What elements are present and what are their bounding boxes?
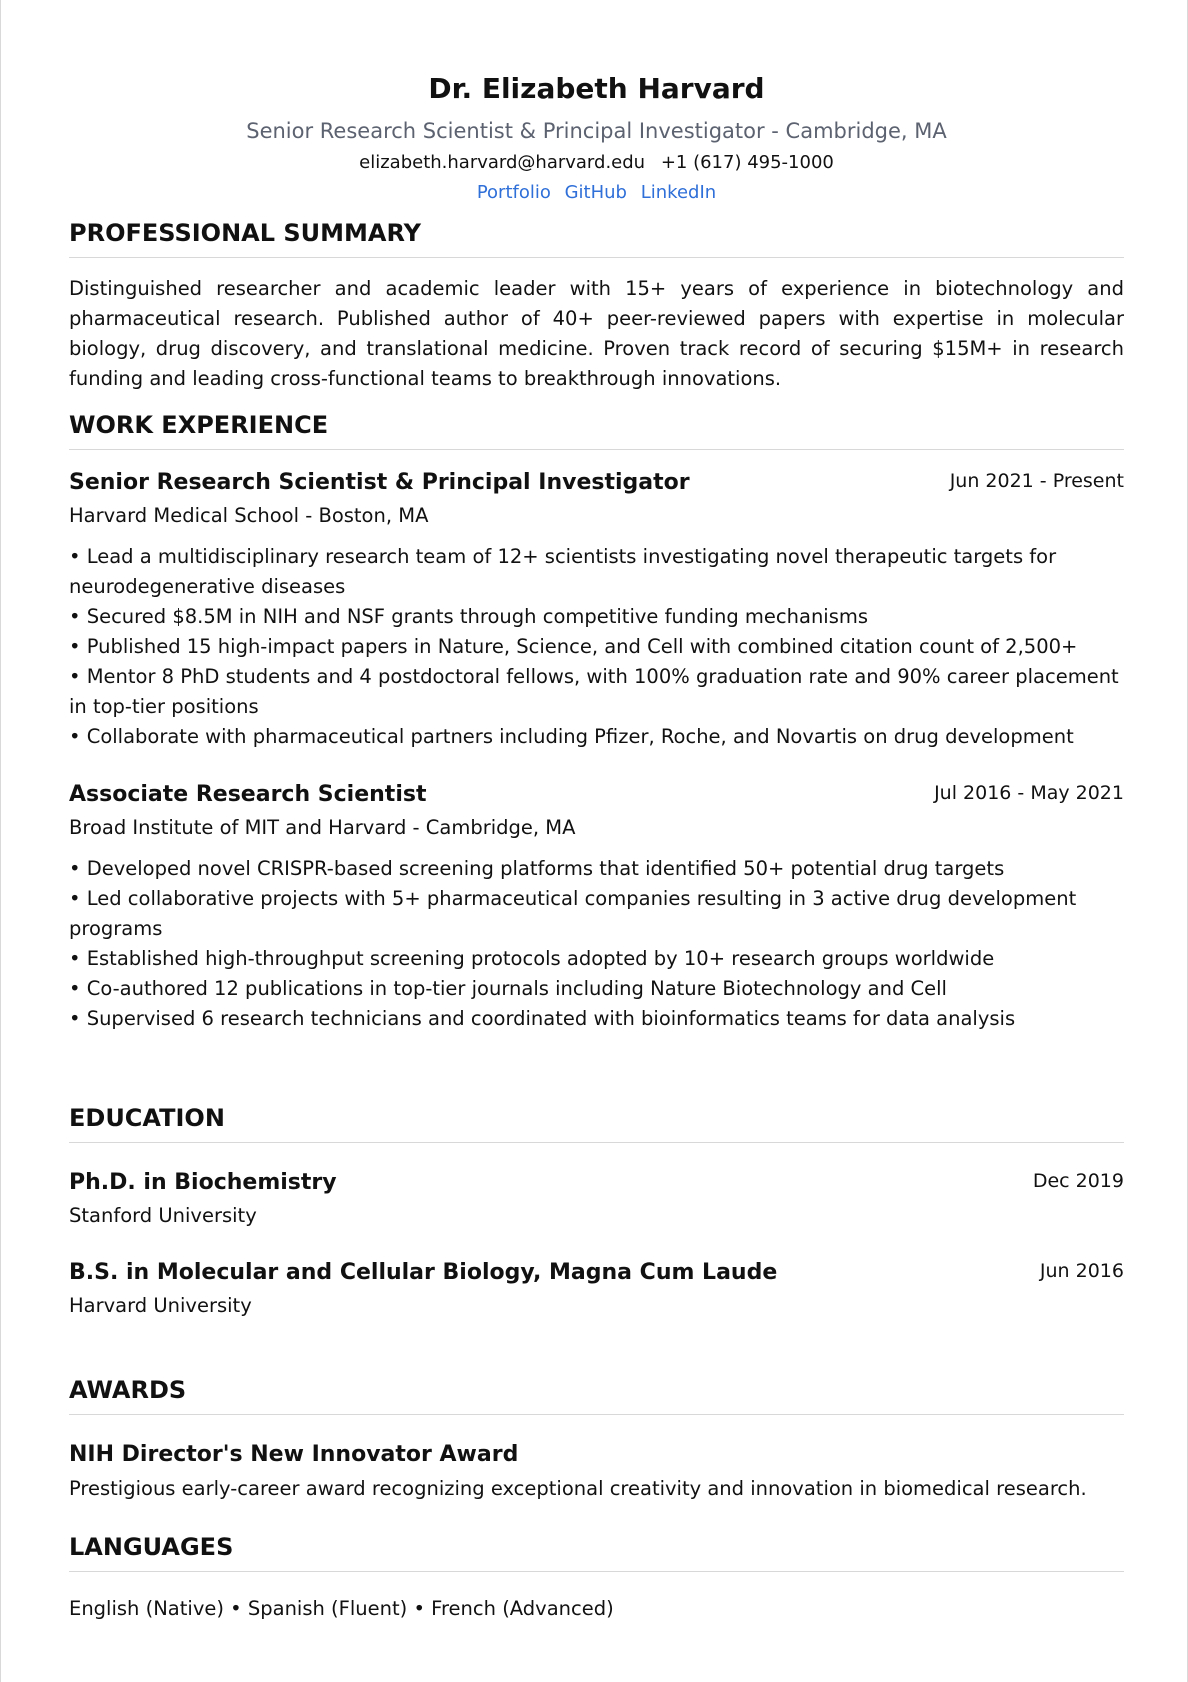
job-bullet: • Established high-throughput screening protocols adopted by 10+ research groups worldwide bbox=[69, 947, 995, 970]
experience-section bbox=[69, 410, 1124, 450]
award-name: NIH Director's New Innovator Award bbox=[69, 1442, 519, 1467]
section-divider bbox=[69, 1571, 1124, 1572]
degree-title: Ph.D. in Biochemistry bbox=[69, 1170, 337, 1195]
summary-section bbox=[69, 218, 1124, 394]
job-bullet: • Developed novel CRISPR-based screening platforms that identified 50+ potential drug targets bbox=[69, 857, 1005, 880]
job-title: Associate Research Scientist bbox=[69, 782, 427, 807]
portfolio-link[interactable]: Portfolio bbox=[476, 182, 551, 203]
job-bullets bbox=[69, 854, 1124, 1034]
job-bullet: • Co-authored 12 publications in top-tier journals including Nature Biotechnology and Cell bbox=[69, 977, 947, 1000]
award-description: Prestigious early-career award recognizing exceptional creativity and innovation in biomedical research. bbox=[69, 1477, 1087, 1500]
contact-line bbox=[69, 150, 1124, 176]
resume-header bbox=[69, 0, 1124, 206]
section-divider bbox=[69, 257, 1124, 258]
languages-list: English (Native) • Spanish (Fluent) • French (Advanced) bbox=[69, 1597, 614, 1620]
job-entry bbox=[69, 780, 1124, 1034]
degree-title: B.S. in Molecular and Cellular Biology, Magna Cum Laude bbox=[69, 1260, 778, 1285]
award-entry bbox=[69, 1440, 1124, 1504]
profile-links bbox=[69, 180, 1124, 206]
job-header bbox=[69, 468, 1124, 502]
job-bullet: • Lead a multidisciplinary research team of 12+ scientists investigating novel therapeutic targets for neurodegenerative diseases bbox=[69, 545, 1057, 598]
degree-date: Jun 2016 bbox=[1039, 1260, 1124, 1282]
education-entry bbox=[69, 1168, 1124, 1230]
linkedin-link[interactable]: LinkedIn bbox=[640, 182, 717, 203]
github-link[interactable]: GitHub bbox=[564, 182, 627, 203]
job-entry bbox=[69, 468, 1124, 752]
school-name: Harvard University bbox=[69, 1294, 252, 1317]
section-divider bbox=[69, 1414, 1124, 1415]
award-header bbox=[69, 1440, 1124, 1474]
section-divider bbox=[69, 449, 1124, 450]
job-date: Jun 2021 - Present bbox=[949, 470, 1124, 492]
job-bullets bbox=[69, 542, 1124, 752]
experience-heading: WORK EXPERIENCE bbox=[69, 411, 329, 439]
languages-heading: LANGUAGES bbox=[69, 1533, 234, 1561]
job-header bbox=[69, 780, 1124, 814]
job-organization: Harvard Medical School - Boston, MA bbox=[69, 504, 429, 527]
degree-date: Dec 2019 bbox=[1032, 1170, 1124, 1192]
job-bullet: • Collaborate with pharmaceutical partners including Pfizer, Roche, and Novartis on drug development bbox=[69, 725, 1074, 748]
email-address: elizabeth.harvard@harvard.edu bbox=[359, 152, 646, 173]
awards-section bbox=[69, 1375, 1124, 1415]
job-bullet: • Published 15 high-impact papers in Nature, Science, and Cell with combined citation count of 2,500+ bbox=[69, 635, 1078, 658]
resume-content bbox=[69, 0, 1124, 1620]
job-organization: Broad Institute of MIT and Harvard - Cambridge, MA bbox=[69, 816, 576, 839]
section-divider bbox=[69, 1142, 1124, 1143]
education-header bbox=[69, 1168, 1124, 1202]
awards-heading: AWARDS bbox=[69, 1376, 187, 1404]
education-header bbox=[69, 1258, 1124, 1292]
education-entry bbox=[69, 1258, 1124, 1320]
education-heading: EDUCATION bbox=[69, 1104, 225, 1132]
summary-heading: PROFESSIONAL SUMMARY bbox=[69, 219, 422, 247]
job-bullet: • Supervised 6 research technicians and coordinated with bioinformatics teams for data analysis bbox=[69, 1007, 1016, 1030]
school-name: Stanford University bbox=[69, 1204, 257, 1227]
candidate-subtitle: Senior Research Scientist & Principal Investigator - Cambridge, MA bbox=[246, 119, 947, 143]
job-title: Senior Research Scientist & Principal Investigator bbox=[69, 470, 690, 495]
job-bullet: • Secured $8.5M in NIH and NSF grants through competitive funding mechanisms bbox=[69, 605, 869, 628]
candidate-name: Dr. Elizabeth Harvard bbox=[428, 72, 765, 105]
job-bullet: • Led collaborative projects with 5+ pharmaceutical companies resulting in 3 active drug development programs bbox=[69, 887, 1077, 940]
summary-text: Distinguished researcher and academic leader with 15+ years of experience in biotechnology and pharmaceutical research. Published author of 40+ peer-reviewed papers with expertise in molecular biology, drug discovery, and translational medicine. Proven track record of securing $15M+ in research funding and leading cross-functional teams to breakthrough innovations. bbox=[69, 277, 1124, 390]
job-bullet: • Mentor 8 PhD students and 4 postdoctoral fellows, with 100% graduation rate and 90% career placement in top-tier positions bbox=[69, 665, 1119, 718]
education-section bbox=[69, 1103, 1124, 1143]
phone-number: +1 (617) 495-1000 bbox=[660, 152, 834, 173]
languages-section bbox=[69, 1532, 1124, 1624]
job-date: Jul 2016 - May 2021 bbox=[934, 782, 1124, 804]
